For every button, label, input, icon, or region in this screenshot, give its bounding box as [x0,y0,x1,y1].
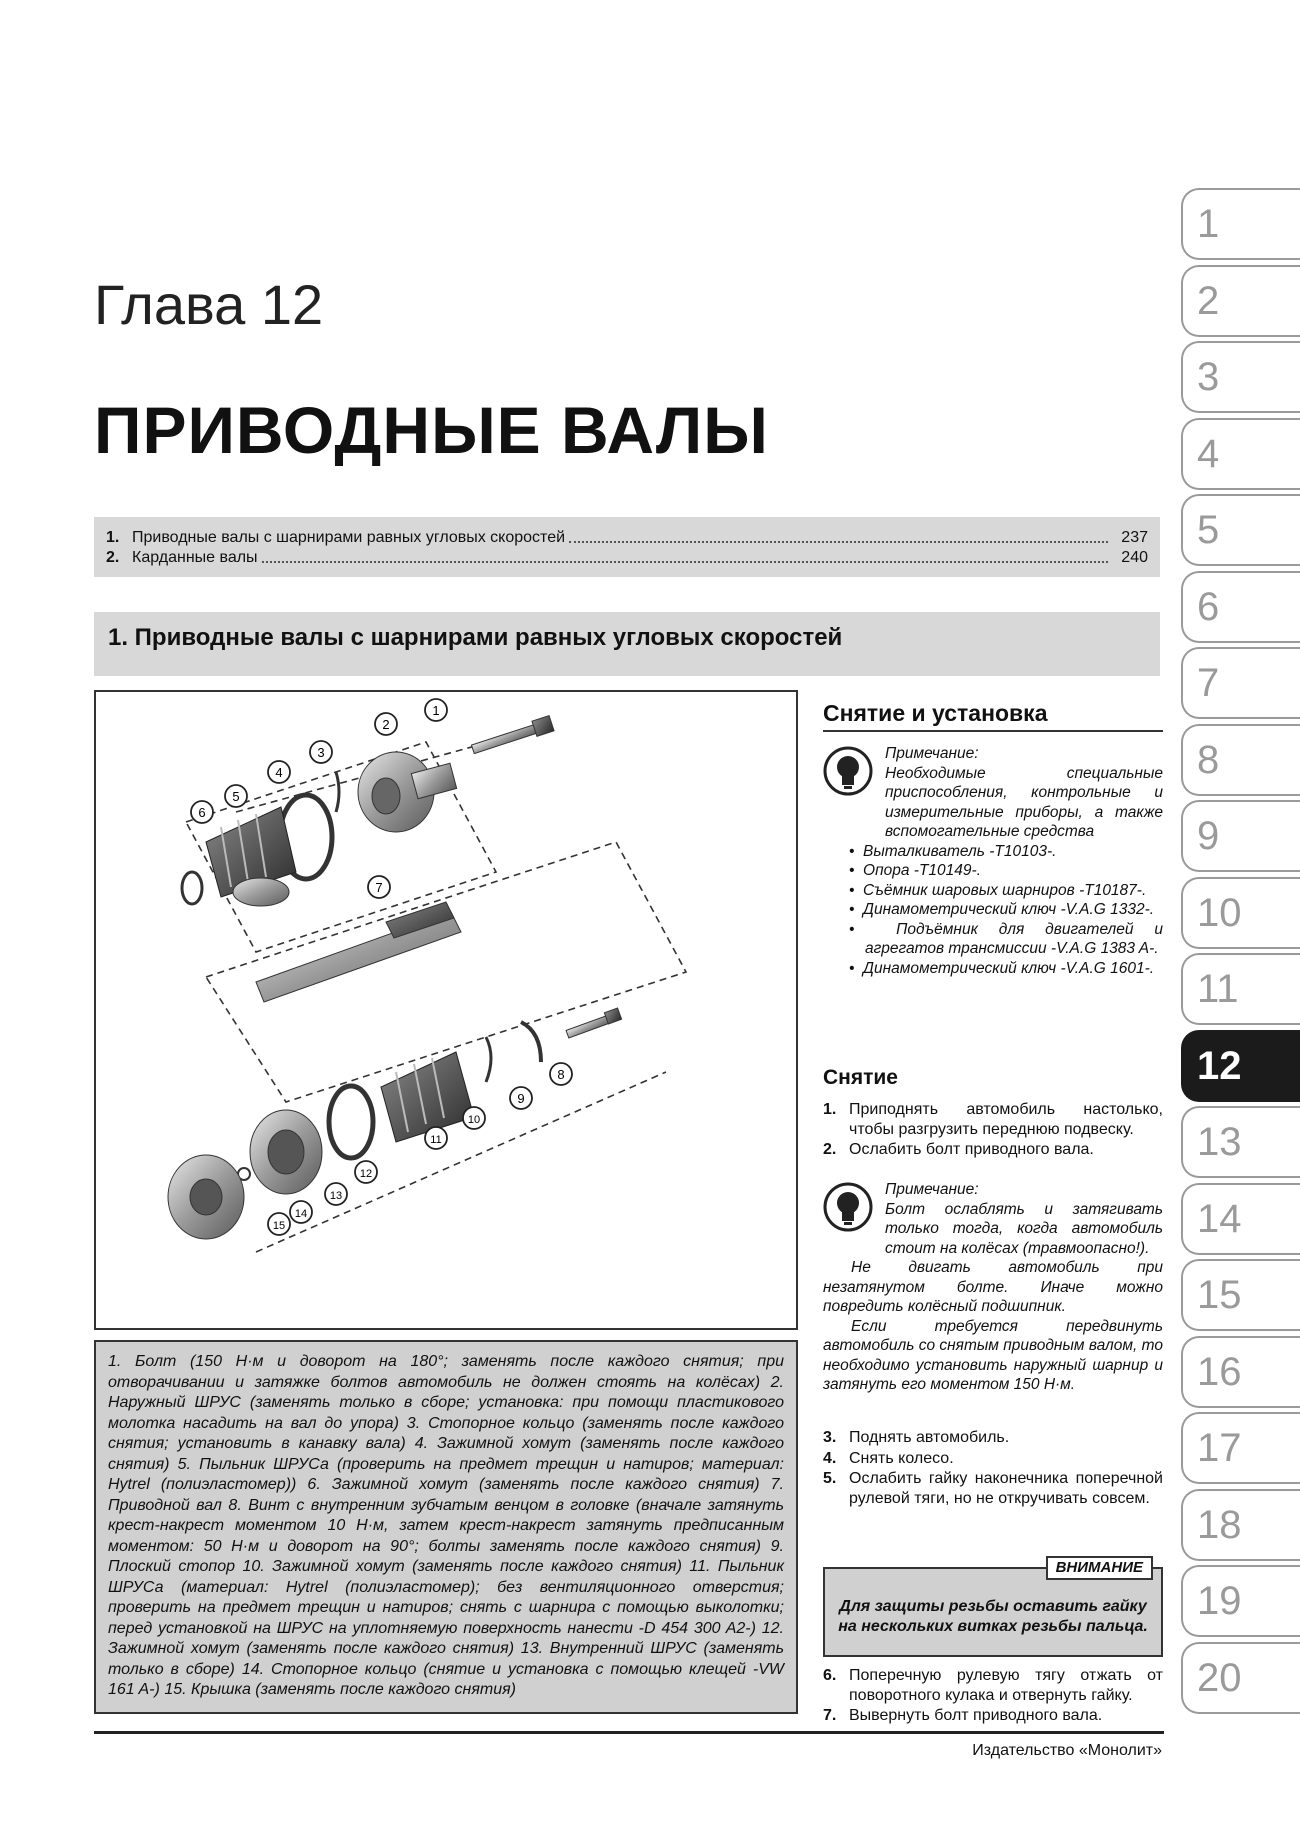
exploded-view-figure [94,690,798,1330]
chapter-tab-8[interactable]: 8 [1181,724,1300,796]
note-label: Примечание: [885,1181,979,1198]
svg-text:9: 9 [517,1091,525,1106]
chapter-tab-19[interactable]: 19 [1181,1565,1300,1637]
svg-text:13: 13 [329,1190,343,1202]
callout-6 [191,801,213,823]
toc-item[interactable] [106,527,1148,547]
svg-text:6: 6 [198,805,206,820]
svg-text:15: 15 [272,1220,286,1232]
removal-steps-a [823,1100,1163,1161]
callout-1 [425,699,447,721]
page-title: ПРИВОДНЫЕ ВАЛЫ [94,393,769,467]
svg-text:3: 3 [317,745,325,760]
callout-8 [550,1063,572,1085]
lightbulb-icon [823,746,873,796]
svg-text:14: 14 [294,1208,308,1220]
chapter-tab-11[interactable]: 11 [1181,953,1300,1025]
callout-12 [355,1161,377,1183]
chapter-tab-17[interactable]: 17 [1181,1412,1300,1484]
callout-2 [375,713,397,735]
chapter-tab-12[interactable]: 12 [1181,1030,1300,1102]
warning-text: Для защиты резьбы оставить гайку на нескольких витках резьбы пальца. [838,1598,1148,1635]
toc-item[interactable] [106,547,1148,567]
note-label: Примечание: [885,745,979,762]
warning-label: ВНИМАНИЕ [1046,1556,1153,1580]
step-item: 4. Снять колесо. [823,1449,954,1467]
part-bolt-outer [471,716,554,754]
part-inner-cv-joint [250,1110,322,1194]
step-item: 1. Приподнять автомобиль настолько, чтобы разгрузить переднюю подвеску. [823,1101,1163,1138]
step-item: 7. Вывернуть болт приводного вала. [823,1707,1103,1725]
chapter-tab-15[interactable]: 15 [1181,1259,1300,1331]
chapter-tab-6[interactable]: 6 [1181,571,1300,643]
section-heading: 1. Приводные валы с шарнирами равных угловых скоростей [94,612,1160,676]
chapter-tab-9[interactable]: 9 [1181,800,1300,872]
heading-rule [823,730,1163,732]
callout-5 [225,785,247,807]
callout-3 [310,741,332,763]
part-outer-cv-joint [358,752,457,832]
chapter-number: Глава 12 [94,273,324,336]
step-item: 6. Поперечную рулевую тягу отжать от поворотного кулака и отвернуть гайку. [823,1667,1163,1704]
toc-item-number: 2. [106,549,120,566]
note-bolt [823,1180,1163,1395]
removal-steps-b [823,1428,1163,1509]
callout-7 [368,876,390,898]
toc-item-page: 237 [1121,529,1148,546]
tool-item: • Динамометрический ключ -V.A.G 1601-. [849,959,1155,977]
note-text: Болт ослаблять и затягивать только тогда, когда автомобиль стоит на колёсах (травмоопасно!). [885,1200,1163,1257]
note-text: Необходимые специальные приспособления, контрольные и измерительные приборы, а также вспомогательные средства [885,764,1163,840]
callout-10 [463,1107,485,1129]
tool-item: • Съёмник шаровых шарниров -T10187-. [849,881,1147,899]
svg-text:10: 10 [467,1114,481,1126]
callout-15 [268,1213,290,1235]
toc-leader [569,541,1108,543]
removal-install-heading: Снятие и установка [823,700,1048,726]
svg-text:5: 5 [232,789,240,804]
lightbulb-icon [823,1182,873,1232]
tool-item: • Опора -T10149-. [849,862,981,879]
svg-text:1: 1 [432,703,440,718]
callout-9 [510,1087,532,1109]
publisher: Издательство «Монолит» [972,1742,1162,1759]
svg-text:12: 12 [359,1168,373,1180]
tools-list [823,842,1163,979]
step-item: 2. Ослабить болт приводного вала. [823,1141,1094,1159]
callout-11 [425,1127,447,1149]
table-of-contents [94,517,1160,577]
part-cover [168,1155,244,1239]
note-tools [823,744,1163,978]
step-item: 3. Поднять автомобиль. [823,1429,1010,1446]
chapter-tab-10[interactable]: 10 [1181,877,1300,949]
part-flat-lock [521,1022,541,1062]
toc-item-text: Приводные валы с шарнирами равных угловых скоростей [132,529,566,546]
part-circlip [336,772,339,812]
note-text: Если требуется передвинуть автомобиль со снятым приводным валом, то необходимо установить наружный шарнир и затянуть его моментом 150 Н·м. [823,1317,1163,1393]
chapter-tab-4[interactable]: 4 [1181,418,1300,490]
part-boot-inner [381,1052,474,1142]
toc-item-page: 240 [1121,549,1148,566]
svg-text:8: 8 [557,1067,565,1082]
chapter-tab-2[interactable]: 2 [1181,265,1300,337]
drive-shaft-diagram [96,692,796,1328]
chapter-tab-18[interactable]: 18 [1181,1489,1300,1561]
chapter-tab-5[interactable]: 5 [1181,494,1300,566]
tool-item: • Динамометрический ключ -V.A.G 1332-. [849,901,1155,918]
callout-13 [325,1183,347,1205]
svg-text:4: 4 [275,765,283,780]
removal-heading: Снятие [823,1066,898,1089]
toc-item-number: 1. [106,529,120,546]
footer-rule [94,1731,1164,1734]
chapter-tab-7[interactable]: 7 [1181,647,1300,719]
part-clamp-small [182,872,202,904]
svg-text:7: 7 [375,880,383,895]
chapter-tab-14[interactable]: 14 [1181,1183,1300,1255]
tool-item: • Выталкиватель -T10103-. [849,842,1057,860]
figure-legend: 1. Болт (150 Н·м и доворот на 180°; заменять после каждого снятия; при отворачивании и затяжке болтов автомобиль не должен стоять на колёсах) 2. Наружный ШРУС (заменять только в сборе; установка: при помощи пластикового молотка насадить на вал до упора) 3. Стопорное кольцо (заменять после каждого снятия; установить в канавку вала) 4. Зажимной хомут (заменять после каждого снятия) 5. Пыльник ШРУСа (проверить на предмет трещин и натиров; материал: Hytrel (полиэластомер)) 6. Зажимной хомут (заменять после каждого снятия) 7. Приводной вал 8. Винт с внутренним зубчатым венцом в головке (вначале затянуть крест-накрест моментом 10 Н·м, затем крест-накрест затянуть предписанным моментом: 50 Н·м и доворот на 90°; болты заменять после каждого снятия) 9. Плоский стопор 10. Зажимной хомут (заменять после каждого снятия) 11. Пыльник ШРУСа (материал: Hytrel (полиэластомер); без вентиляционного отверстия; проверить на предмет трещин и натиров; снять с шарнира с помощью выколотки; перед установкой на ШРУС на уплотняемую поверхность нанести -D 454 300 A2-) 12. Зажимной хомут (заменять после каждого снятия) 13. Внутренний ШРУС (заменять только в сборе) 14. Стопорное кольцо (снятие и установка с помощью клещей -VW 161 A-) 15. Крышка (заменять после каждого снятия) [94,1340,798,1714]
part-boot-outer [206,807,296,906]
svg-text:11: 11 [430,1134,442,1146]
note-text: Не двигать автомобиль при незатянутом болте. Иначе можно повредить колёсный подшипник. [823,1259,1163,1315]
tool-item: • Подъёмник для двигателей и агрегатов трансмиссии -V.A.G 1383 A-. [849,920,1163,957]
chapter-tab-13[interactable]: 13 [1181,1106,1300,1178]
chapter-tab-20[interactable]: 20 [1181,1642,1300,1714]
warning-box [823,1559,1163,1657]
toc-item-text: Карданные валы [132,549,258,566]
svg-text:2: 2 [382,717,390,732]
part-clamp-inner-large [329,1086,373,1158]
chapter-tab-3[interactable]: 3 [1181,341,1300,413]
toc-leader [262,561,1108,563]
chapter-tab-16[interactable]: 16 [1181,1336,1300,1408]
removal-steps-c [823,1666,1163,1727]
part-bolt-inner [566,1008,622,1038]
chapter-tab-1[interactable]: 1 [1181,188,1300,260]
callout-4 [268,761,290,783]
step-item: 5. Ослабить гайку наконечника поперечной рулевой тяги, но не откручивать совсем. [823,1470,1163,1507]
part-clamp-inner [486,1037,491,1082]
callout-14 [290,1201,312,1223]
chapter-tabs [1181,188,1300,1718]
